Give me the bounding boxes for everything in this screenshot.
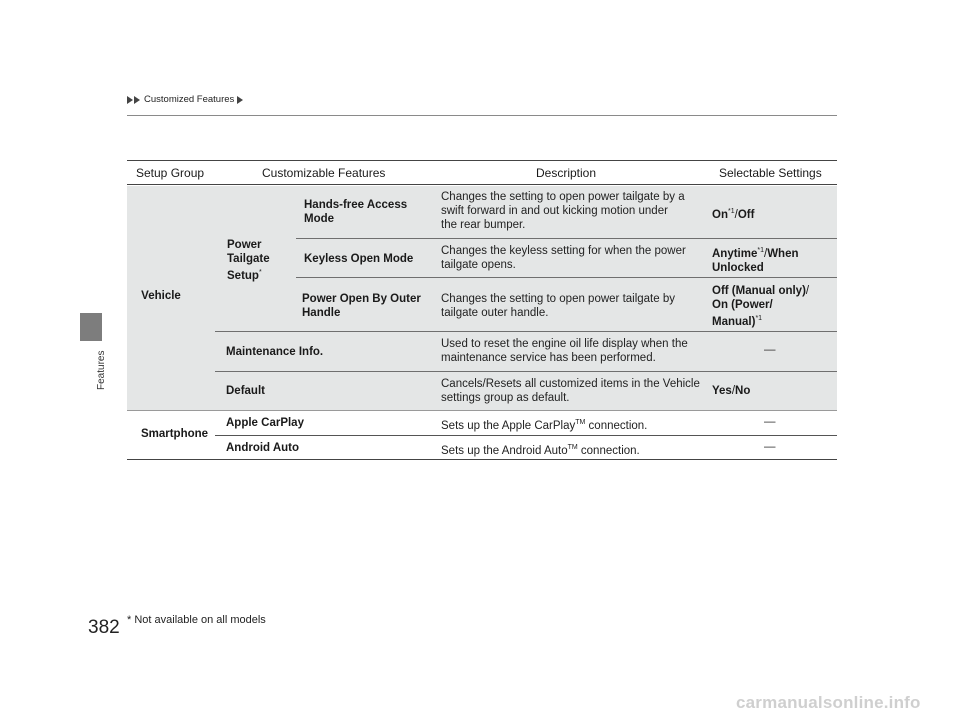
page-number: 382 (88, 617, 120, 638)
setting-android-auto: — (764, 441, 776, 453)
row-divider (296, 277, 837, 278)
description-power-open-by-outer-handle: Changes the setting to open power tailgate by tailgate outer handle. (441, 293, 675, 319)
group-smartphone: Smartphone (140, 428, 209, 440)
breadcrumb-arrow-icon (237, 96, 243, 104)
row-divider (215, 331, 837, 332)
breadcrumb-arrow-icon (134, 96, 140, 104)
footnote: * Not available on all models (127, 614, 266, 626)
setting-apple-carplay: — (764, 416, 776, 428)
description-keyless-open-mode: Changes the keyless setting for when the power tailgate opens. (441, 245, 686, 271)
description-default: Cancels/Resets all customized items in the Vehicle settings group as default. (441, 378, 700, 404)
breadcrumb (127, 94, 244, 105)
row-divider (296, 238, 837, 239)
setting-keyless-open-mode: Anytime$^{*1}$/When Unlocked (712, 247, 799, 274)
row-divider (215, 371, 837, 372)
setting-power-open-by-outer-handle: Off (Manual only)/ On (Power/ Manual)$^{*1}$ (712, 285, 810, 328)
feature-android-auto: Android Auto (226, 442, 300, 454)
row-divider (215, 435, 837, 436)
feature-apple-carplay: Apple CarPlay (226, 417, 304, 429)
header-description: Description (536, 166, 597, 180)
group-vehicle: Vehicle (141, 290, 181, 302)
feature-hands-free-access-mode: Hands-free Access Mode (304, 199, 408, 225)
table-header (127, 160, 837, 185)
description-maintenance-info: Used to reset the engine oil life display when the maintenance service has been performed. (441, 338, 688, 364)
table-bottom-rule (127, 459, 837, 460)
subgroup-power-tailgate-setup: Power Tailgate Setup* (227, 239, 270, 282)
watermark: carmanualsonline.info (736, 693, 921, 712)
feature-default: Default (226, 385, 265, 397)
feature-keyless-open-mode: Keyless Open Mode (304, 253, 414, 265)
description-hands-free-access-mode: Changes the setting to open power tailgate by a swift forward in and out kicking motion under the rear bumper. (441, 191, 685, 231)
section-tab (80, 313, 102, 341)
feature-maintenance-info: Maintenance Info. (226, 346, 324, 358)
setting-maintenance-info: — (764, 344, 776, 356)
description-android-auto: Sets up the Android Auto™ connection. (441, 444, 640, 457)
setting-hands-free-access-mode: On$^{*1}$/Off (712, 208, 755, 221)
header-rule (127, 115, 837, 116)
setting-default: Yes/No (712, 385, 751, 397)
section-tab-label: Features (96, 350, 107, 390)
header-setup-group: Setup Group (136, 166, 205, 180)
feature-power-open-by-outer-handle: Power Open By Outer Handle (302, 293, 421, 319)
breadcrumb-arrow-icon (127, 96, 133, 104)
description-apple-carplay: Sets up the Apple CarPlay™ connection. (441, 419, 648, 432)
row-divider (127, 410, 837, 411)
header-selectable-settings: Selectable Settings (719, 166, 822, 180)
breadcrumb-link-customized-features[interactable]: Customized Features (144, 94, 235, 105)
header-customizable-features: Customizable Features (262, 166, 386, 180)
